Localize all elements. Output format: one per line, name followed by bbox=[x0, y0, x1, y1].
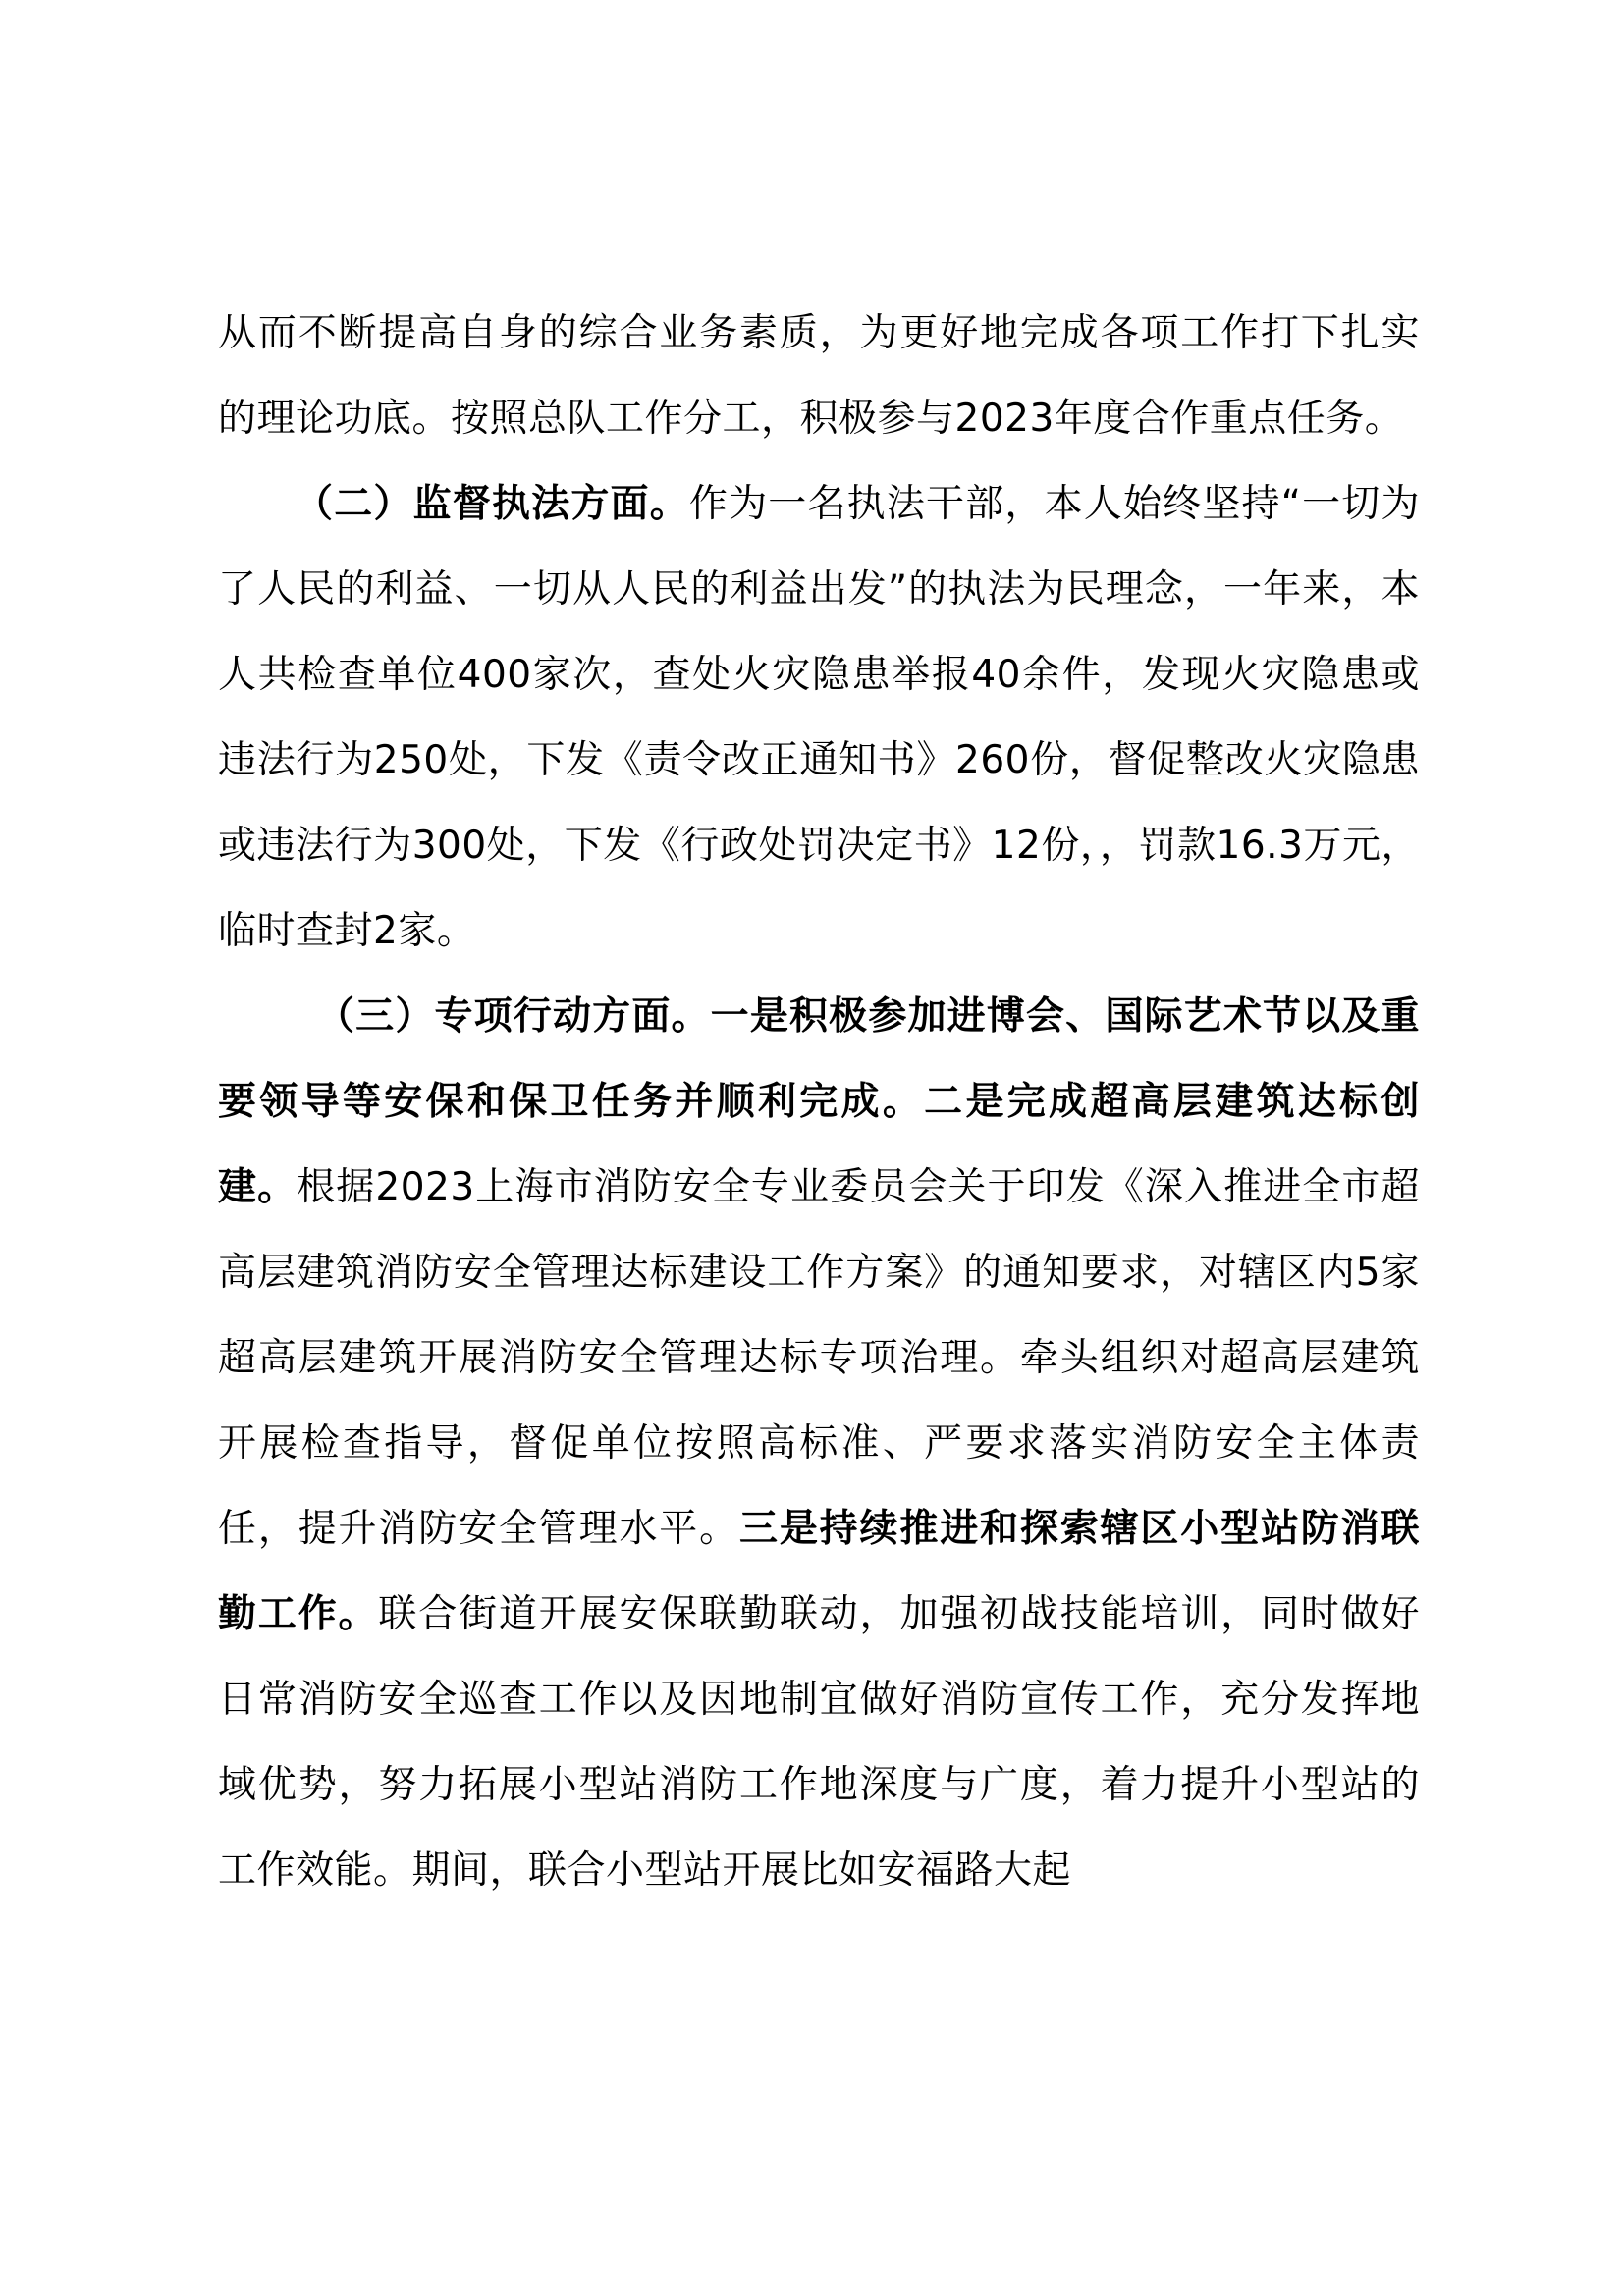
paragraph-text: 联合街道开展安保联勤联动，加强初战技能培训，同时做好日常消防安全巡查工作以及因地制宜做好消防宣传工作，充分发挥地域优势，努力拓展小型站消防工作地深度与广度，着力提升小型站的工作效能。期间，联合小型站开展比如安福路大起 bbox=[218, 1592, 1420, 1893]
paragraph-text: 从而不断提高自身的综合业务素质，为更好地完成各项工作打下扎实的理论功底。按照总队工作分工，积极参与2023年度合作重点任务。 bbox=[218, 311, 1420, 441]
paragraph-text: 根据2023上海市消防安全专业委员会关于印发《深入推进全市超高层建筑消防安全管理达标建设工作方案》的通知要求，对辖区内5家超高层建筑开展消防安全管理达标专项治理。牵头组织对超高层建筑开展检查指导，督促单位按照高标准、严要求落实消防安全主体责任，提升消防安全管理水平。 bbox=[218, 1165, 1420, 1551]
paragraph-supervision-enforcement bbox=[218, 461, 1420, 974]
emphasis-point-three: 三是持续推进和探索辖区小型站防消联勤工作。 bbox=[218, 1507, 1420, 1636]
section-heading-supervision: （二）监督执法方面。 bbox=[295, 482, 689, 526]
document-page bbox=[218, 291, 1420, 1913]
section-heading-special-actions: （三）专项行动方面。一是积极参加进博会、国际艺术节以及重要领导等安保和保卫任务并顺利完成。二是完成超高层建筑达标创建。 bbox=[218, 994, 1420, 1209]
paragraph-text: 作为一名执法干部，本人始终坚持“一切为了人民的利益、一切从人民的利益出发”的执法为民理念，一年来，本人共检查单位400家次，查处火灾隐患举报40余件，发现火灾隐患或违法行为250处，下发《责令改正通知书》260份，督促整改火灾隐患或违法行为300处，下发《行政处罚决定书》12份，，罚款16.3万元，临时查封2家。 bbox=[218, 482, 1420, 953]
paragraph-special-actions bbox=[218, 974, 1420, 1913]
paragraph-study-continuation bbox=[218, 291, 1420, 461]
